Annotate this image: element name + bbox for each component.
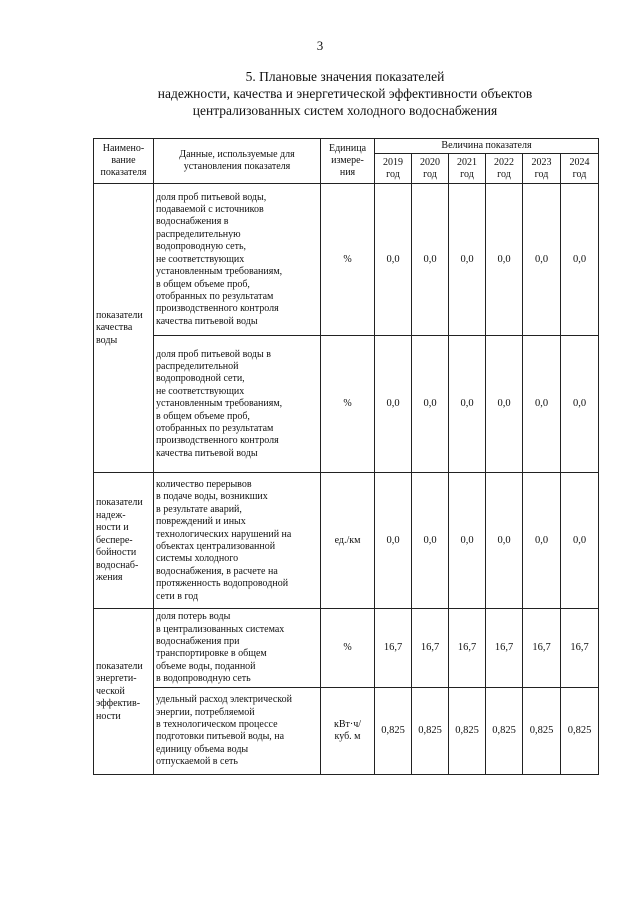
indicator-value-2020: 0,0 [412,336,449,473]
indicator-value-2021: 0,0 [449,184,486,336]
table-row [94,336,599,473]
indicator-unit: кВт·ч/ куб. м [321,688,375,775]
indicator-description: доля проб питьевой воды в распределительной водопроводной сети, не соответствующих установленным требованиям, в общем объеме проб, отобранных по результатам производственного контроля качества питьевой воды [154,336,321,473]
indicator-value-2020: 16,7 [412,609,449,688]
indicator-category: показатели энергети- ческой эффектив- ности [94,609,154,775]
indicator-value-2023: 0,0 [523,184,561,336]
indicator-value-2019: 0,0 [375,336,412,473]
header-year-2024: 2024 год [561,154,599,184]
indicator-unit: % [321,609,375,688]
table-row [94,609,599,688]
indicator-description: количество перерывов в подаче воды, возникших в результате аварий, повреждений и иных технологических нарушений на объектах централизованной системы холодного водоснабжения, в расчете на протяженность водопроводной сети в год [154,473,321,609]
header-year-2023: 2023 год [523,154,561,184]
header-data: Данные, используемые для установления показателя [154,139,321,184]
title-line-1: 5. Плановые значения показателей [245,69,445,84]
indicator-value-2019: 0,0 [375,473,412,609]
indicator-value-2021: 0,825 [449,688,486,775]
indicator-unit: % [321,336,375,473]
indicator-value-2019: 0,0 [375,184,412,336]
header-year-2022: 2022 год [486,154,523,184]
indicator-unit: ед./км [321,473,375,609]
indicator-value-2023: 0,0 [523,473,561,609]
indicators-table [93,138,599,775]
indicator-value-2019: 16,7 [375,609,412,688]
indicator-value-2019: 0,825 [375,688,412,775]
header-unit: Единица измере- ния [321,139,375,184]
table-row [94,688,599,775]
header-name: Наимено- вание показателя [94,139,154,184]
indicator-value-2022: 16,7 [486,609,523,688]
indicator-value-2022: 0,0 [486,184,523,336]
indicator-unit: % [321,184,375,336]
indicator-value-2022: 0,0 [486,473,523,609]
indicator-value-2024: 0,0 [561,336,599,473]
table-row [94,473,599,609]
indicator-value-2024: 16,7 [561,609,599,688]
indicator-value-2024: 0,0 [561,473,599,609]
title-line-3: централизованных систем холодного водоснабжения [192,103,498,118]
indicator-description: доля потерь воды в централизованных системах водоснабжения при транспортировке в общем объеме воды, поданной в водопроводную сеть [154,609,321,688]
table-row [94,184,599,336]
indicator-value-2024: 0,825 [561,688,599,775]
indicator-category: показатели качества воды [94,184,154,473]
indicator-value-2021: 16,7 [449,609,486,688]
header-year-2021: 2021 год [449,154,486,184]
indicator-value-2023: 0,0 [523,336,561,473]
indicator-value-2021: 0,0 [449,336,486,473]
indicator-value-2023: 16,7 [523,609,561,688]
indicator-value-2022: 0,0 [486,336,523,473]
page-title [95,68,595,119]
header-value: Величина показателя [375,139,599,154]
indicator-value-2020: 0,0 [412,184,449,336]
header-year-2019: 2019 год [375,154,412,184]
indicator-description: доля проб питьевой воды, подаваемой с источников водоснабжения в распределительную водопроводную сеть, не соответствующих установленным требованиям, в общем объеме проб, отобранных по результатам производственного контроля качества питьевой воды [154,184,321,336]
indicator-value-2022: 0,825 [486,688,523,775]
title-line-2: надежности, качества и энергетической эффективности объектов [157,86,533,101]
indicator-value-2024: 0,0 [561,184,599,336]
page-number: 3 [316,38,324,53]
indicator-description: удельный расход электрической энергии, потребляемой в технологическом процессе подготовки питьевой воды, на единицу объема воды отпускаемой в сеть [154,688,321,775]
indicator-value-2023: 0,825 [523,688,561,775]
indicator-value-2020: 0,0 [412,473,449,609]
indicator-value-2021: 0,0 [449,473,486,609]
header-year-2020: 2020 год [412,154,449,184]
indicator-value-2020: 0,825 [412,688,449,775]
indicator-category: показатели надеж- ности и беспере- бойности водоснаб- жения [94,473,154,609]
